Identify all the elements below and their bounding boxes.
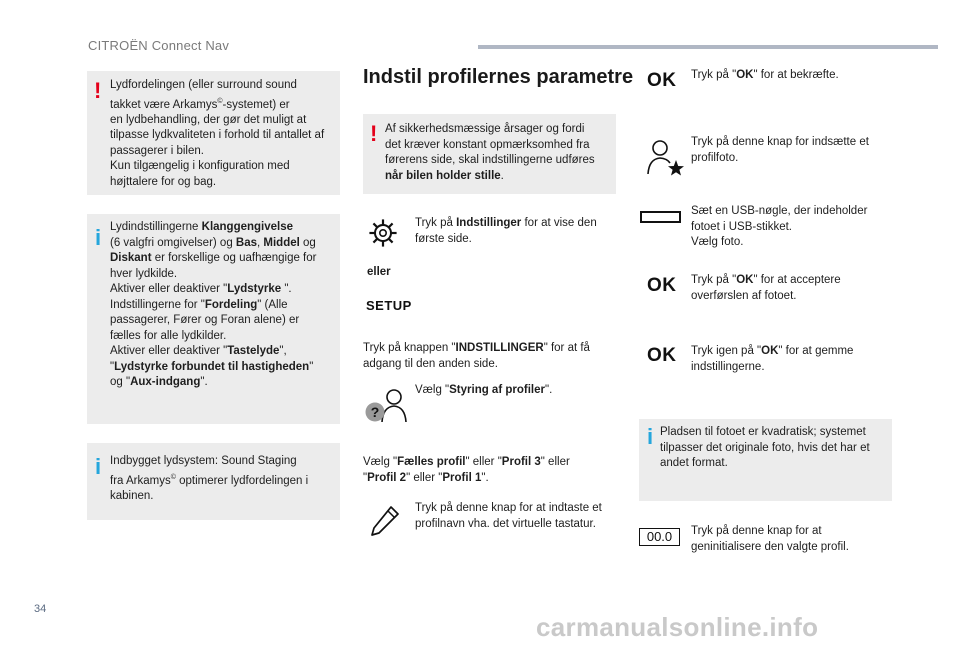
warning-mark: ! xyxy=(370,121,378,146)
step-enter-name-text: Tryk på denne knap for at indtaste et profilnavn vha. det virtuelle tastatur. xyxy=(415,502,602,530)
step-usb-text: Sæt en USB-nøgle, der indeholder fotoet i USB-stikket. Vælg foto. xyxy=(691,205,868,248)
info-mark: i xyxy=(95,454,102,479)
page-number: 34 xyxy=(34,603,47,615)
info-text: Lydindstillingerne Klanggengivelse (6 valgfri omgivelser) og Bas, Middel og Diskant er forskellige og uafhængige for hver lydkilde. Aktiver eller deaktiver "Lydstyrke ". Indstillingerne for "Fordeling" (Alle passagerer, Fører og Foran alene) er fælles for alle lydkilder. Aktiver eller deaktiver "Tastelyde", "Lydstyrke forbundet til hastigheden" og "Aux-indgang". xyxy=(110,221,317,388)
info-mark: i xyxy=(647,424,654,449)
info-text: Pladsen til fotoet er kvadratisk; systemet tilpasser det originale foto, hvis det har et andet format. xyxy=(660,426,870,469)
warning-text: Af sikkerhedsmæssige årsager og fordi det kræver konstant opmærksomhed fra førerens side, skal indstillingerne udføres når bilen holder stille. xyxy=(385,123,595,182)
info-box-sound-staging xyxy=(87,443,340,520)
step-settings-text: Tryk på Indstillinger for at vise den første side. xyxy=(415,217,597,245)
warning-box-surround xyxy=(87,71,340,195)
info-box-photo-format xyxy=(639,419,892,501)
ok-button-icon: OK xyxy=(647,275,677,296)
watermark: carmanualsonline.info xyxy=(536,612,819,642)
reset-value-button: 00.0 xyxy=(639,528,680,546)
header-title: CITROËN Connect Nav xyxy=(88,38,230,53)
warning-box-safety xyxy=(363,114,616,194)
or-label: eller xyxy=(367,266,391,278)
step-indstillinger-text: Tryk på knappen "INDSTILLINGER" for at få adgang til den anden side. xyxy=(363,342,590,370)
profile-star-icon xyxy=(644,138,684,176)
gear-icon xyxy=(369,219,397,247)
step-reset-text: Tryk på denne knap for at geninitialisere den valgte profil. xyxy=(691,525,849,553)
step-ok-save-text: Tryk igen på "OK" for at gemme indstillingerne. xyxy=(691,345,854,373)
info-text: Indbygget lydsystem: Sound Staging fra Arkamys© optimerer lydfordelingen i kabinen. xyxy=(110,455,309,502)
warning-mark: ! xyxy=(94,78,102,103)
ok-button-icon: OK xyxy=(647,70,677,91)
profile-question-icon xyxy=(364,386,408,424)
step-select-profile-text: Vælg "Fælles profil" eller "Profil 3" eller "Profil 2" eller "Profil 1". xyxy=(363,456,570,484)
step-profile-mgmt-text: Vælg "Styring af profiler". xyxy=(415,384,553,396)
step-ok-accept-text: Tryk på "OK" for at acceptere overførslen af fotoet. xyxy=(691,274,841,302)
usb-bar-icon xyxy=(640,211,681,223)
svg-text:?: ? xyxy=(370,404,380,420)
warning-text: Lydfordelingen (eller surround sound takket være Arkamys©-systemet) er en lydbehandling, der gør det muligt at tilpasse lydkvaliteten i forhold til antallet af passagerer i bilen. Kun tilgængelig i konfiguration med højttalere for og bag. xyxy=(110,79,325,188)
info-mark: i xyxy=(95,225,102,250)
header-bar xyxy=(478,45,938,49)
info-box-sound-settings xyxy=(87,214,340,424)
setup-button: SETUP xyxy=(366,298,412,313)
step-insert-photo-text: Tryk på denne knap for indsætte et profilfoto. xyxy=(691,136,869,164)
ok-button-icon: OK xyxy=(647,345,677,366)
section-title: Indstil profilernes parametre xyxy=(363,66,634,88)
pencil-icon xyxy=(369,504,401,538)
step-ok-confirm-text: Tryk på "OK" for at bekræfte. xyxy=(691,69,839,81)
